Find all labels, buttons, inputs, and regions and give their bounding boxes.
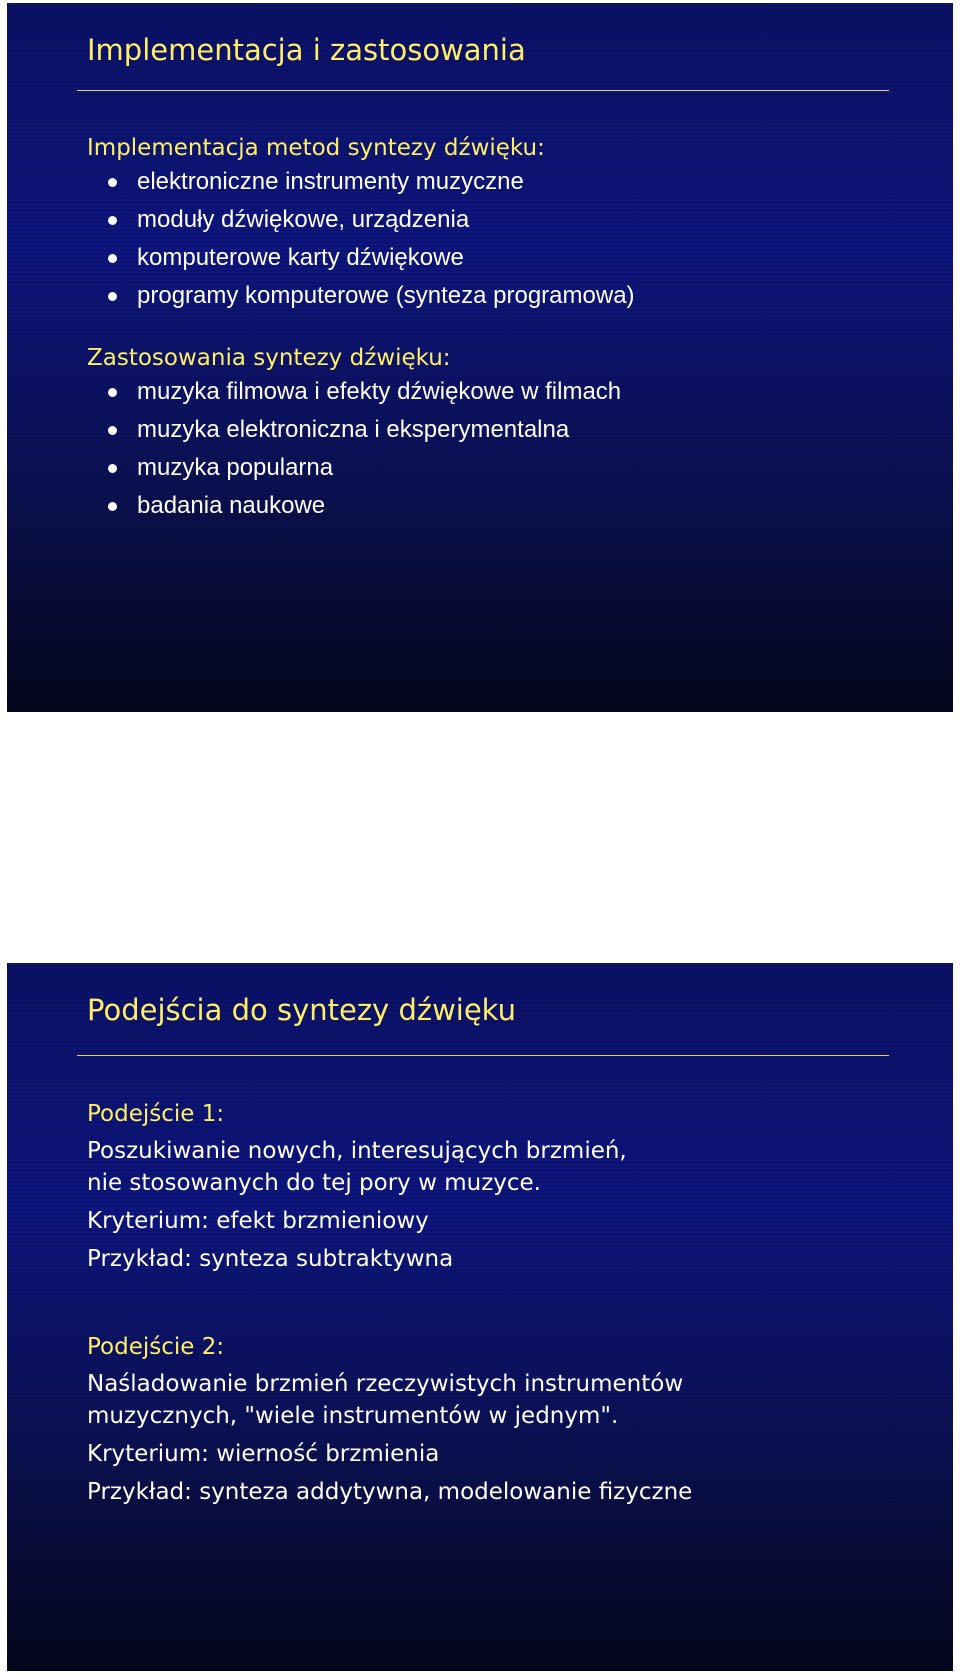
approach-1-heading: Podejście 1:: [87, 1101, 225, 1127]
slide-title: Podejścia do syntezy dźwięku: [87, 993, 516, 1027]
approach-2-description-line1: Naśladowanie brzmień rzeczywistych instrumentów: [87, 1371, 684, 1397]
applications-list: [87, 373, 621, 525]
slide-implementation: [7, 3, 953, 712]
list-item: muzyka popularna: [87, 449, 621, 487]
approach-1-description-line2: nie stosowanych do tej pory w muzyce.: [87, 1170, 541, 1196]
bullet-icon: [108, 292, 117, 301]
slide-title: Implementacja i zastosowania: [87, 33, 526, 67]
bullet-icon: [108, 388, 117, 397]
title-divider: [77, 90, 889, 91]
section-heading-implementation: Implementacja metod syntezy dźwięku:: [87, 135, 545, 161]
list-item: programy komputerowe (synteza programowa): [87, 277, 635, 315]
approach-1-example: Przykład: synteza subtraktywna: [87, 1246, 454, 1272]
bullet-icon: [108, 178, 117, 187]
list-item: badania naukowe: [87, 487, 621, 525]
bullet-icon: [108, 464, 117, 473]
approach-1-criterion: Kryterium: efekt brzmieniowy: [87, 1208, 429, 1234]
bullet-icon: [108, 426, 117, 435]
approach-2-description-line2: muzycznych, "wiele instrumentów w jednym".: [87, 1403, 619, 1429]
list-item: moduły dźwiękowe, urządzenia: [87, 201, 635, 239]
bullet-icon: [108, 216, 117, 225]
implementation-list: [87, 163, 635, 315]
list-item: muzyka filmowa i efekty dźwiękowe w filmach: [87, 373, 621, 411]
slide-approaches: [7, 963, 953, 1671]
title-divider: [77, 1055, 889, 1056]
approach-2-criterion: Kryterium: wierność brzmienia: [87, 1441, 440, 1467]
approach-2-example: Przykład: synteza addytywna, modelowanie fizyczne: [87, 1479, 693, 1505]
list-item: elektroniczne instrumenty muzyczne: [87, 163, 635, 201]
list-item: komputerowe karty dźwiękowe: [87, 239, 635, 277]
bullet-icon: [108, 254, 117, 263]
list-item: muzyka elektroniczna i eksperymentalna: [87, 411, 621, 449]
section-heading-applications: Zastosowania syntezy dźwięku:: [87, 345, 451, 371]
approach-1-description-line1: Poszukiwanie nowych, interesujących brzmień,: [87, 1138, 627, 1164]
bullet-icon: [108, 502, 117, 511]
approach-2-heading: Podejście 2:: [87, 1334, 225, 1360]
